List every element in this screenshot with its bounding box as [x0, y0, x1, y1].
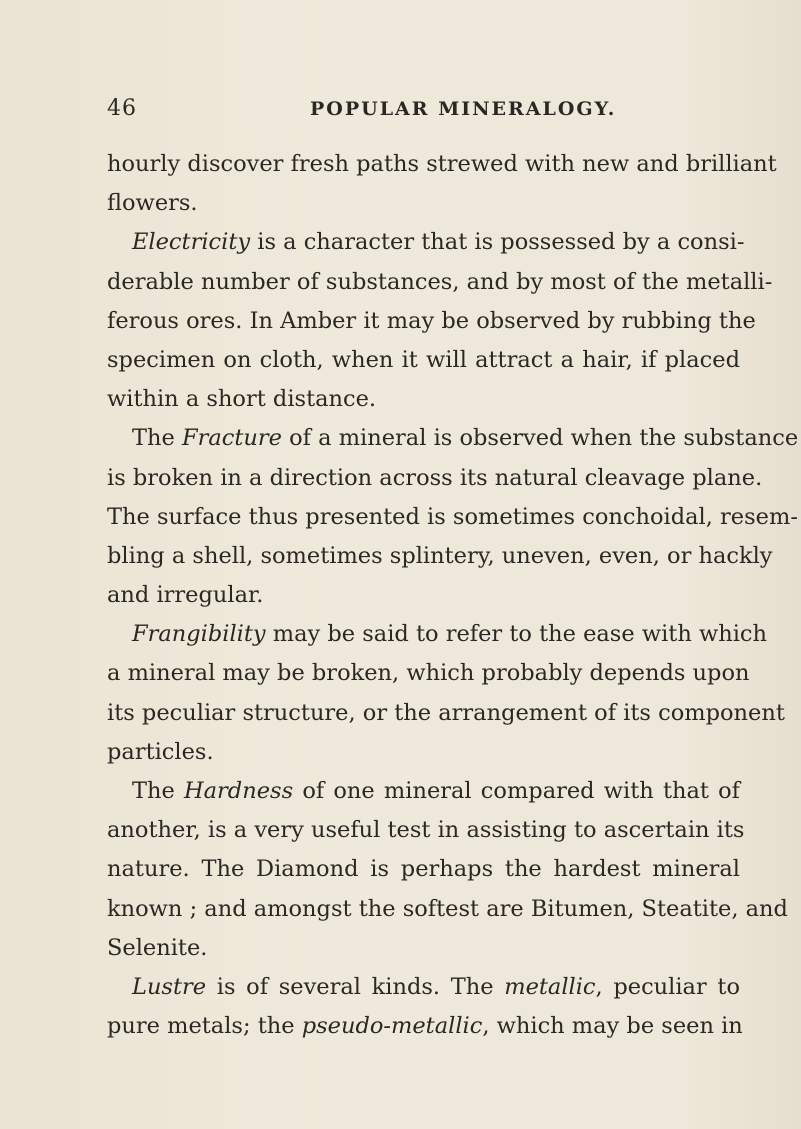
running-title: POPULAR MINERALOGY. [310, 98, 617, 120]
page-number: 46 [107, 96, 137, 121]
body-text [107, 145, 799, 1046]
term-electricity: Electricity [132, 229, 251, 256]
text-line: particles. [107, 738, 214, 765]
term-fracture: Fracture [181, 425, 282, 452]
text-line: within a short distance. [107, 386, 377, 413]
text-line: The Fracture of a mineral is observed when the substance [132, 425, 799, 452]
text-line: The surface thus presented is sometimes conchoidal, resem- [107, 503, 798, 530]
text-line: derable number of substances, and by most of the metalli- [107, 268, 773, 295]
term-frangibility: Frangibility [132, 621, 266, 648]
term-hardness: Hardness [184, 778, 294, 804]
text-line: is broken in a direction across its natural cleavage plane. [107, 464, 763, 491]
text-line: a mineral may be broken, which probably depends upon [107, 660, 750, 687]
term-lustre: Lustre [132, 973, 207, 1000]
text-line: and irregular. [107, 582, 264, 609]
text-line: hourly discover fresh paths strewed with new and brilliant [107, 151, 777, 177]
text-line: The Hardness of one mineral compared with that of [132, 778, 741, 804]
text-line: Lustre is of several kinds. The metallic, peculiar to [132, 973, 740, 1000]
text-line: nature. The Diamond is perhaps the hardest mineral [107, 856, 740, 883]
text-line: another, is a very useful test in assisting to ascertain its [107, 817, 745, 844]
text-line: Frangibility may be said to refer to the ease with which [132, 621, 767, 648]
text-line: its peculiar structure, or the arrangement of its component [107, 699, 785, 726]
text-line: Electricity is a character that is possessed by a consi- [132, 229, 745, 256]
text-line: Selenite. [107, 934, 208, 961]
text-line: flowers. [107, 190, 198, 217]
text-line: specimen on cloth, when it will attract a hair, if placed [107, 346, 740, 373]
text-line: known ; and amongst the softest are Bitumen, Steatite, and [107, 895, 788, 922]
text-line: bling a shell, sometimes splintery, uneven, even, or hackly [107, 542, 773, 569]
text-line: pure metals; the pseudo-metallic, which may be seen in [107, 1013, 743, 1040]
page-header [107, 96, 739, 136]
term-metallic: metallic [504, 973, 596, 1000]
term-pseudo-metallic: pseudo-metallic [301, 1013, 483, 1040]
text-line: ferous ores. In Amber it may be observed by rubbing the [107, 307, 756, 334]
